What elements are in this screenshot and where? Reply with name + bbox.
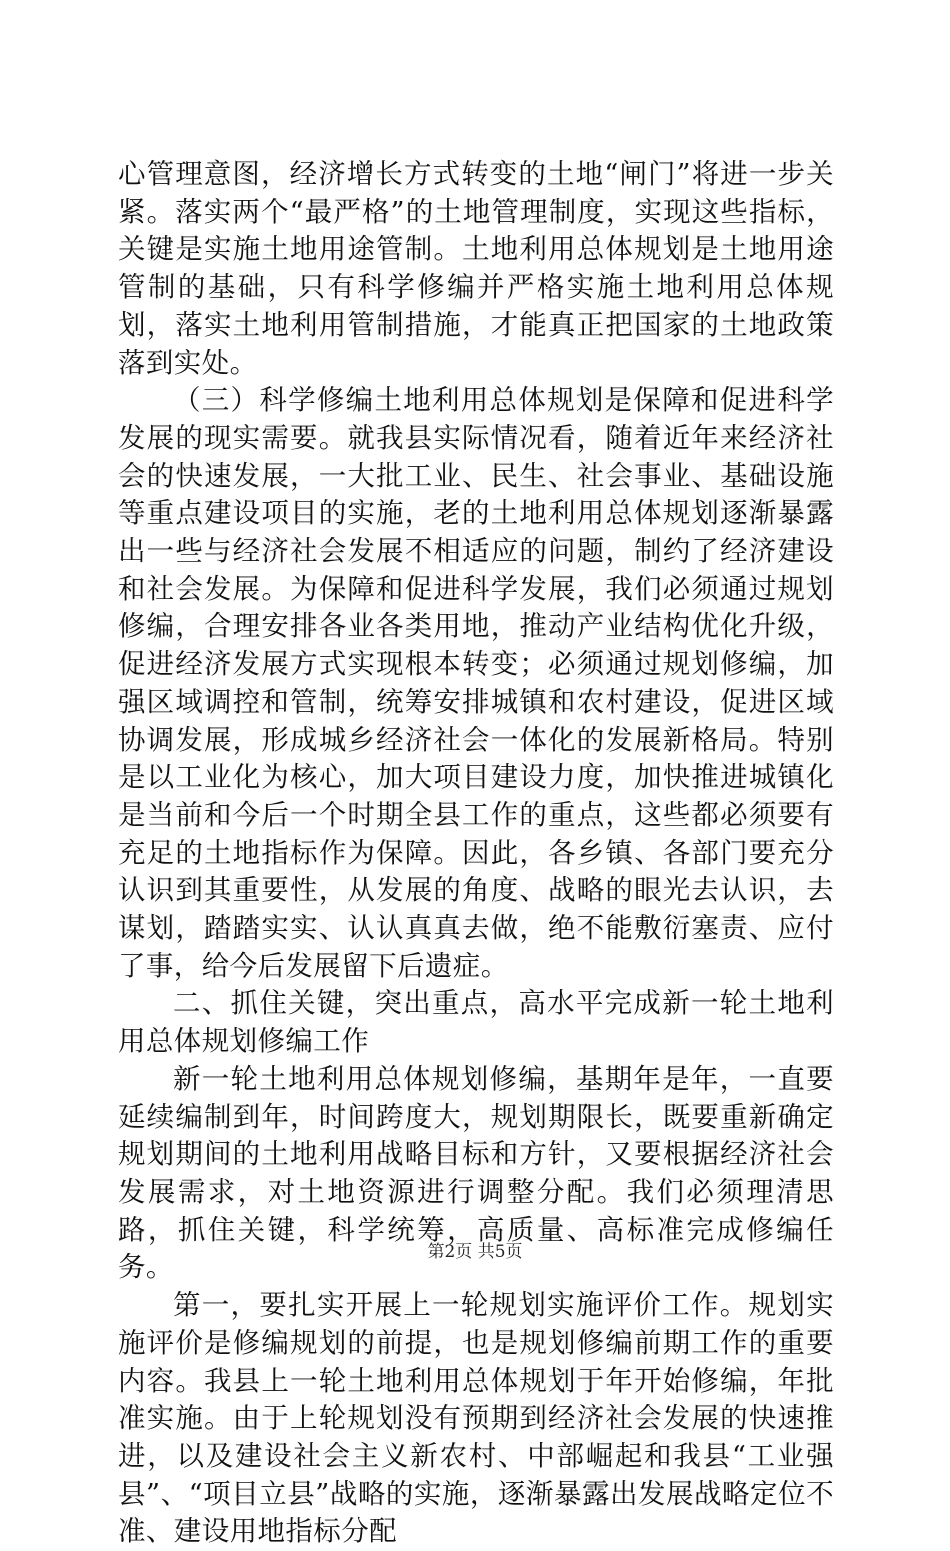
paragraph-continuation: 心管理意图，经济增长方式转变的土地“闸门”将进一步关紧。落实两个“最严格”的土地管理制度，实现这些指标，关键是实施土地用途管制。土地利用总体规划是土地用途管制的基础，只有科学修编并严格实施土地利用总体规划，落实土地利用管制措施，才能真正把国家的土地政策落到实处。 [118, 158, 834, 379]
paragraph-section-three: （三）科学修编土地利用总体规划是保障和促进科学发展的现实需要。就我县实际情况看，随着近年来经济社会的快速发展，一大批工业、民生、社会事业、基础设施等重点建设项目的实施，老的土地利用总体规划逐渐暴露出一些与经济社会发展不相适应的问题，制约了经济建设和社会发展。为保障和促进科学发展，我们必须通过规划修编，合理安排各业各类用地，推动产业结构优化升级，促进经济发展方式实现根本转变；必须通过规划修编，加强区域调控和管制，统筹安排城镇和农村建设，促进区域协调发展，形成城乡经济社会一体化的发展新格局。特别是以工业化为核心，加大项目建设力度，加快推进城镇化是当前和今后一个时期全县工作的重点，这些都必须要有充足的土地指标作为保障。因此，各乡镇、各部门要充分认识到其重要性，从发展的角度、战略的眼光去认识，去谋划，踏踏实实、认认真真去做，绝不能敷衍塞责、应付了事，给今后发展留下后遗症。 [118, 384, 834, 982]
page-footer: 第2页 共5页 [427, 1242, 523, 1262]
section-heading-two: 二、抓住关键，突出重点，高水平完成新一轮土地利用总体规划修编工作 [118, 987, 834, 1058]
paragraph-first-point: 第一，要扎实开展上一轮规划实施评价工作。规划实施评价是修编规划的前提，也是规划修编前期工作的重要内容。我县上一轮土地利用总体规划于年开始修编，年批准实施。由于上轮规划没有预期到经济社会发展的快速推进，以及建设社会主义新农村、中部崛起和我县“工业强县”、“项目立县”战略的实施，逐渐暴露出发展战略定位不准、建设用地指标分配 [118, 1289, 834, 1548]
paragraph-revision-overview: 新一轮土地利用总体规划修编，基期年是年，一直要延续编制到年，时间跨度大，规划期限长，既要重新确定规划期间的土地利用战略目标和方针，又要根据经济社会发展需求，对土地资源进行调整分配。我们必须理清思路，抓住关键，科学统筹，高质量、高标准完成修编任务。 [118, 1062, 834, 1284]
document-body [118, 156, 834, 1551]
